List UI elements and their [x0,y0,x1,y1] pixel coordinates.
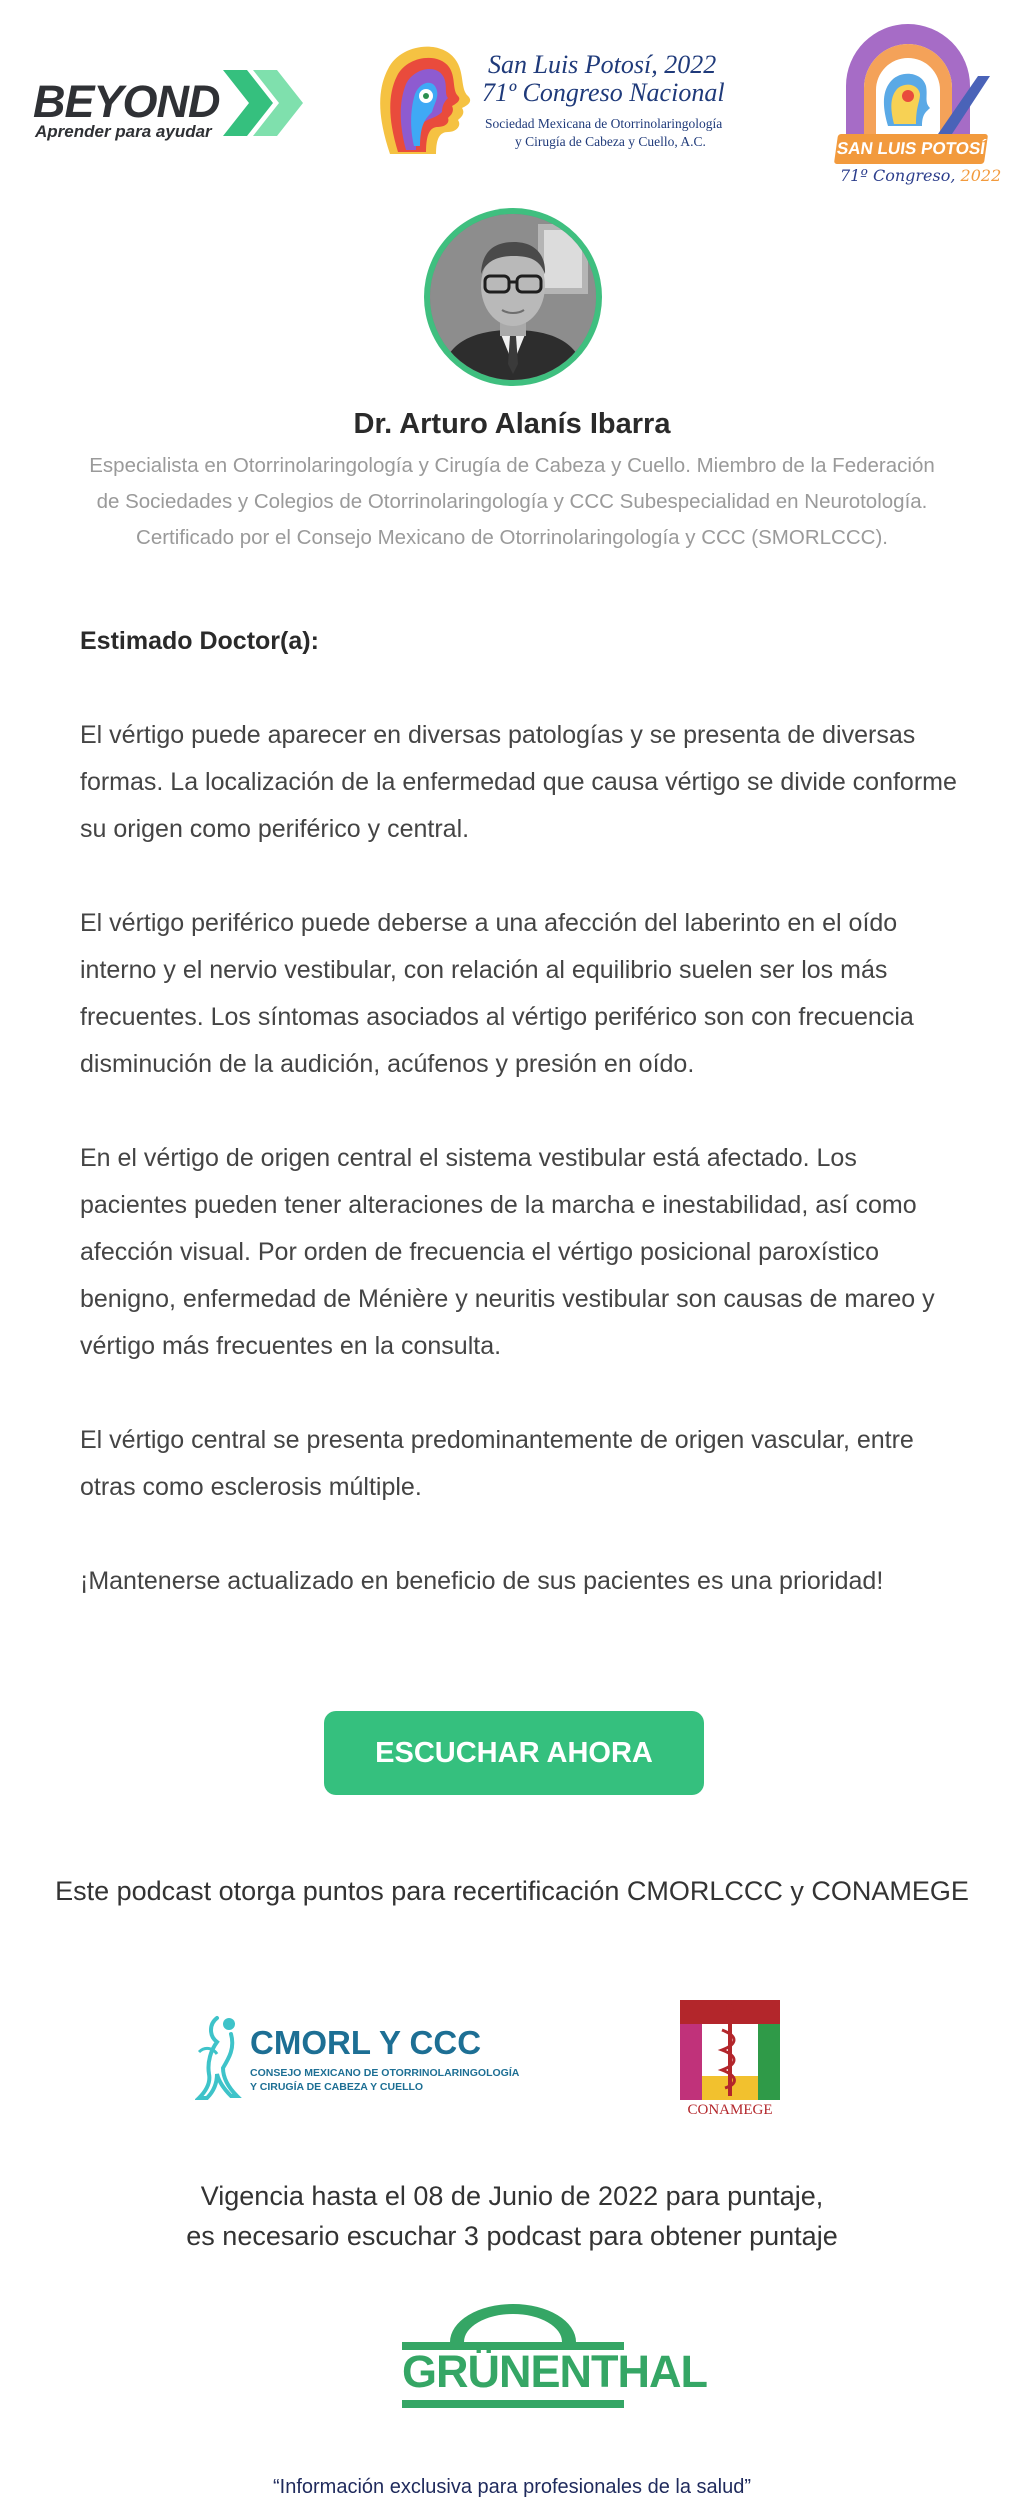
body-paragraph: El vértigo periférico puede deberse a una afección del laberinto en el oído interno y el nervio vestibular, con relación al equilibrio suelen ser los más frecuentes. Los síntomas asociados al vértigo periférico son con frecuencia disminución de la audición, acúfenos y presión en oído. [80,909,914,1078]
slp-arch-icon [818,16,998,141]
conamege-logo-label: CONAMEGE [687,2102,773,2118]
congreso-society-line2: y Cirugía de Cabeza y Cuello, A.C. [515,134,706,149]
cmorl-logo-subtitle-line1: CONSEJO MEXICANO DE OTORRINOLARINGOLOGÍA [250,2067,520,2079]
email-header [0,0,1024,195]
validity-line-1: Vigencia hasta el 08 de Junio de 2022 para puntaje, [200,2181,824,2211]
cmorl-figure-icon [195,2012,247,2102]
body-paragraph: El vértigo puede aparecer en diversas patologías y se presenta de diversas formas. La localización de la enfermedad que causa vértigo se divide conforme su origen como periférico y central. [80,721,957,843]
body-paragraph: ¡Mantenerse actualizado en beneficio de sus pacientes es una prioridad! [80,1567,884,1595]
speaker-name: Dr. Arturo Alanís Ibarra [353,408,671,440]
conamege-caduceus-icon [675,2000,785,2100]
cmorl-logo-subtitle-line2: Y CIRUGÍA DE CABEZA Y CUELLO [250,2081,424,2093]
slp-logo-subtitle [840,166,1001,185]
validity-notice [0,2176,1024,2256]
cmorl-logo-title: CMORL Y CCC [250,2024,482,2061]
speaker-bio: Especialista en Otorrinolaringología y Cirugía de Cabeza y Cuello. Miembro de la Federación de Sociedades y Colegios de Otorrinolaringología y CCC Subespecialidad en Neurotología. Certificado por el Consejo Mexicano de Otorrinolaringología y CCC (SMORLCCC). [89,454,935,549]
congreso-nacional-logo [370,28,750,178]
beyond-logo-tagline: Aprender para ayudar [35,122,212,141]
beyond-logo [30,62,315,152]
body-paragraph: El vértigo central se presenta predominantemente de origen vascular, entre otras como esclerosis múltiple. [80,1426,914,1501]
beyond-logo-word: BEYOND [33,76,220,127]
congreso-title: 71º Congreso Nacional [482,78,725,107]
beyond-chevrons-icon [223,64,315,142]
listen-now-button[interactable]: ESCUCHAR AHORA [324,1711,704,1795]
speaker-photo [430,214,596,380]
congreso-society-line1: Sociedad Mexicana de Otorrinolaringología [485,116,723,131]
cmorl-logo [195,2012,520,2102]
body-paragraph: En el vértigo de origen central el sistema vestibular está afectado. Los pacientes pueden tener alteraciones de la marcha e inestabilidad, así como afección visual. Por orden de frecuencia el vértigo posicional paroxístico benigno, enfermedad de Ménière y neuritis vestibular son causas de mareo y vértigo más frecuentes en la consulta. [80,1144,935,1360]
email-body [80,618,960,1652]
grunenthal-logo-word: GRÜNENTHAL [402,2346,707,2397]
conamege-logo [675,2000,785,2120]
recertification-points-text: Este podcast otorga puntos para recertificación CMORLCCC y CONAMEGE [55,1876,969,1906]
slp-logo-label: SAN LUIS POTOSÍ [834,134,988,164]
slp-logo-year: 2022 [960,166,1002,185]
speaker-avatar [424,208,602,386]
disclaimer: “Información exclusiva para profesionales de la salud” [272,2476,752,2498]
slp-logo-sub-text: 71º Congreso, [840,166,956,185]
rainbow-head-icon [370,34,480,164]
san-luis-potosi-logo [818,16,1002,191]
grunenthal-logo [402,2300,707,2415]
greeting: Estimado Doctor(a): [80,627,319,655]
speaker-portrait-icon [430,214,596,380]
congreso-city-year: San Luis Potosí, 2022 [488,50,717,79]
validity-line-2: es necesario escuchar 3 podcast para obtener puntaje [186,2221,838,2251]
